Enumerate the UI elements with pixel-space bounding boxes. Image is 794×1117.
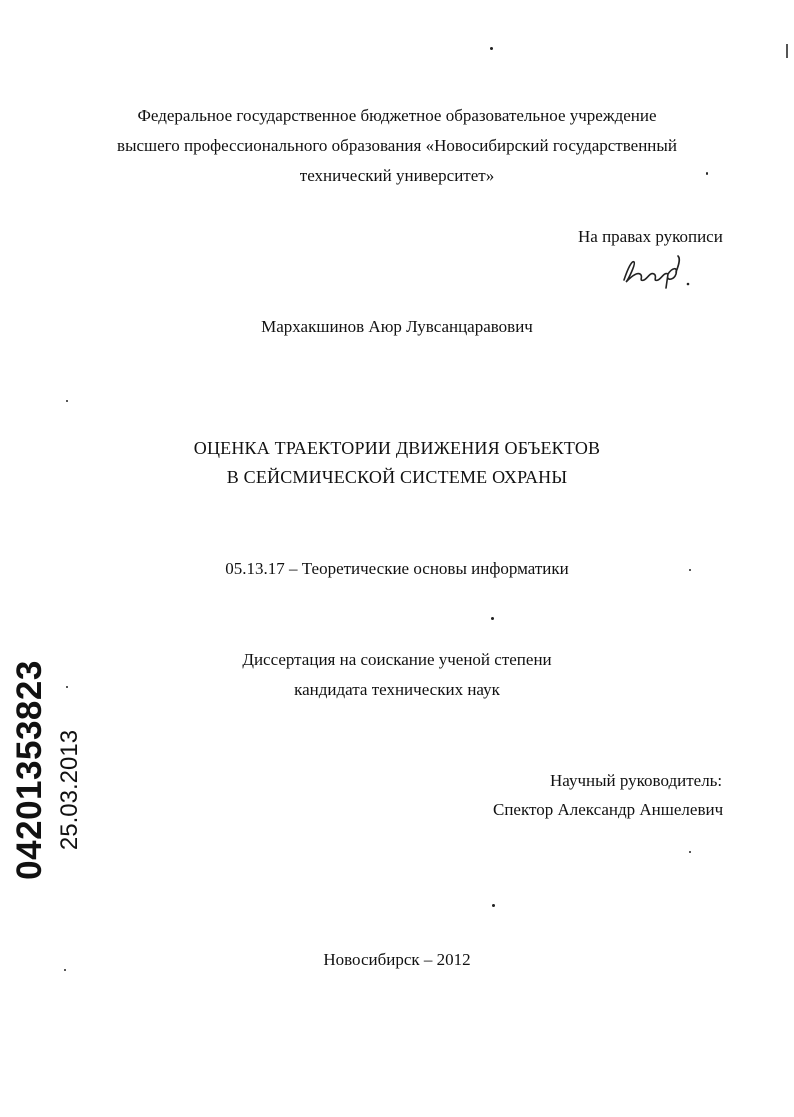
supervisor-label: Научный руководитель:	[550, 771, 723, 790]
library-stamp-date: 25.03.2013	[56, 729, 83, 851]
scan-speck	[689, 851, 691, 853]
dissertation-title-line-1: ОЦЕНКА ТРАЕКТОРИИ ДВИЖЕНИЯ ОБЪЕКТОВ	[193, 438, 601, 458]
scan-speck	[66, 400, 68, 402]
specialty-code: 05.13.17 – Теоретические основы информатики	[225, 559, 569, 578]
degree-line-2: кандидата технических наук	[294, 680, 500, 699]
scan-speck	[706, 172, 708, 175]
scan-speck	[64, 969, 66, 971]
institution-line-2: высшего профессионального образования «Новосибирский государственный	[117, 136, 677, 155]
supervisor-name: Спектор Александр Аншелевич	[493, 800, 724, 819]
library-stamp-number: 04201353823	[10, 660, 49, 880]
scan-speck	[492, 904, 495, 907]
scan-speck	[689, 569, 691, 571]
scan-speck	[66, 686, 68, 688]
manuscript-note: На правах рукописи	[578, 227, 723, 246]
author-signature	[618, 250, 698, 290]
scan-speck	[491, 617, 494, 620]
scan-speck	[490, 47, 493, 50]
dissertation-title-line-2: В СЕЙСМИЧЕСКОЙ СИСТЕМЕ ОХРАНЫ	[226, 467, 568, 487]
author-name: Мархакшинов Аюр Лувсанцаравович	[261, 317, 533, 336]
scan-edge-mark	[786, 44, 788, 58]
institution-line-3: технический университет»	[299, 166, 495, 185]
place-year: Новосибирск – 2012	[323, 950, 471, 969]
degree-line-1: Диссертация на соискание ученой степени	[242, 650, 552, 669]
institution-line-1: Федеральное государственное бюджетное образовательное учреждение	[137, 106, 657, 125]
